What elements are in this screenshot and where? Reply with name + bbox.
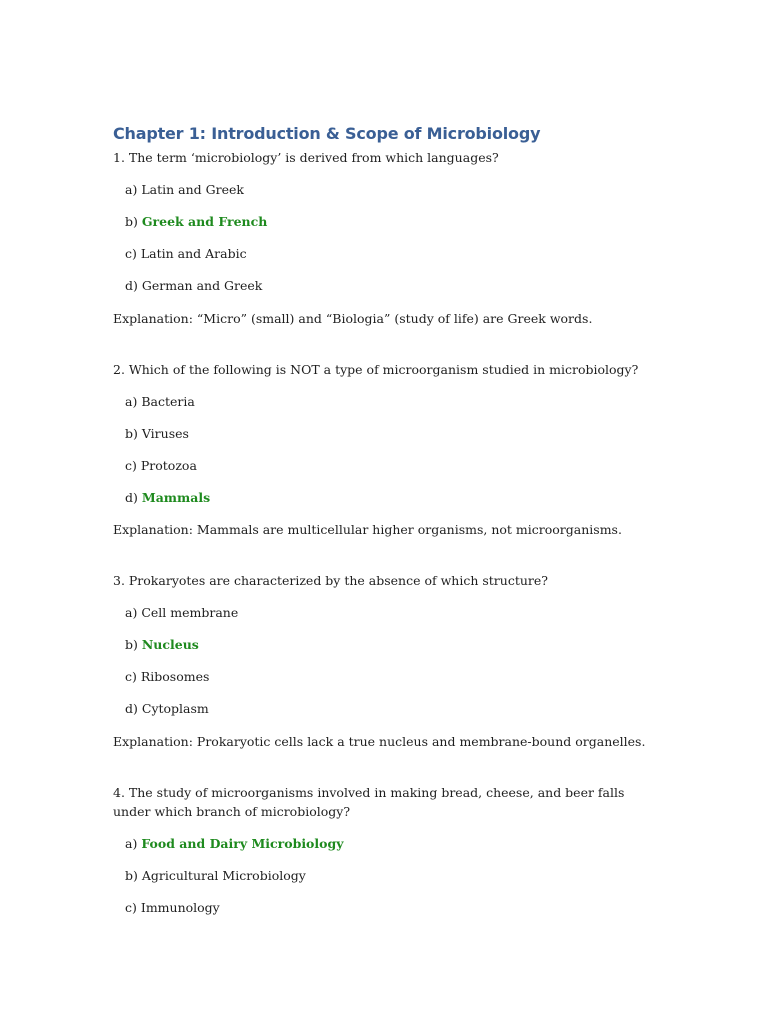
option-text: Viruses — [141, 426, 189, 441]
option-letter: a) — [125, 605, 138, 620]
question-2-option-a — [125, 392, 195, 411]
question-4-option-a — [125, 834, 344, 853]
correct-answer: Nucleus — [141, 637, 199, 652]
question-1-option-c — [125, 244, 247, 263]
question-2-option-c — [125, 456, 197, 475]
option-text: Agricultural Microbiology — [141, 868, 306, 883]
question-1-option-a — [125, 180, 244, 199]
question-3-option-b — [125, 635, 199, 654]
option-letter: c) — [125, 669, 137, 684]
correct-answer: Greek and French — [141, 214, 268, 229]
option-letter: a) — [125, 182, 138, 197]
question-3-explanation: Explanation: Prokaryotic cells lack a true nucleus and membrane-bound organelles. — [113, 734, 646, 749]
question-2-option-b — [125, 424, 189, 443]
option-text: Latin and Arabic — [140, 246, 247, 261]
option-letter: a) — [125, 836, 138, 851]
option-text: Protozoa — [140, 458, 197, 473]
option-letter: d) — [125, 490, 138, 505]
option-text: Latin and Greek — [141, 182, 244, 197]
question-1-explanation: Explanation: “Micro” (small) and “Biologia” (study of life) are Greek words. — [113, 311, 593, 326]
question-1-option-d — [125, 276, 262, 295]
correct-answer: Food and Dairy Microbiology — [141, 836, 344, 851]
option-letter: b) — [125, 426, 138, 441]
question-2-text: 2. Which of the following is NOT a type of microorganism studied in microbiology? — [113, 362, 639, 377]
question-4-option-b — [125, 866, 306, 885]
option-text: Ribosomes — [140, 669, 210, 684]
chapter-title: Chapter 1: Introduction & Scope of Microbiology — [113, 124, 541, 143]
question-3-option-d — [125, 699, 209, 718]
option-letter: c) — [125, 246, 137, 261]
option-text: Bacteria — [141, 394, 195, 409]
question-3-option-a — [125, 603, 238, 622]
question-3-text: 3. Prokaryotes are characterized by the absence of which structure? — [113, 573, 548, 588]
option-letter: a) — [125, 394, 138, 409]
question-4-text: 4. The study of microorganisms involved in making bread, cheese, and beer falls under which branch of microbiology? — [113, 785, 625, 819]
option-letter: d) — [125, 701, 138, 716]
question-2-explanation: Explanation: Mammals are multicellular higher organisms, not microorganisms. — [113, 522, 622, 537]
correct-answer: Mammals — [141, 490, 211, 505]
option-letter: b) — [125, 214, 138, 229]
question-4-option-c — [125, 898, 220, 917]
question-1-text: 1. The term ‘microbiology’ is derived from which languages? — [113, 150, 499, 165]
option-text: Cytoplasm — [141, 701, 209, 716]
option-text: Immunology — [140, 900, 220, 915]
option-text: German and Greek — [141, 278, 263, 293]
option-text: Cell membrane — [141, 605, 239, 620]
question-3-option-c — [125, 667, 209, 686]
option-letter: c) — [125, 900, 137, 915]
question-1-option-b — [125, 212, 267, 231]
option-letter: c) — [125, 458, 137, 473]
question-2-option-d — [125, 488, 210, 507]
option-letter: b) — [125, 868, 138, 883]
option-letter: b) — [125, 637, 138, 652]
option-letter: d) — [125, 278, 138, 293]
